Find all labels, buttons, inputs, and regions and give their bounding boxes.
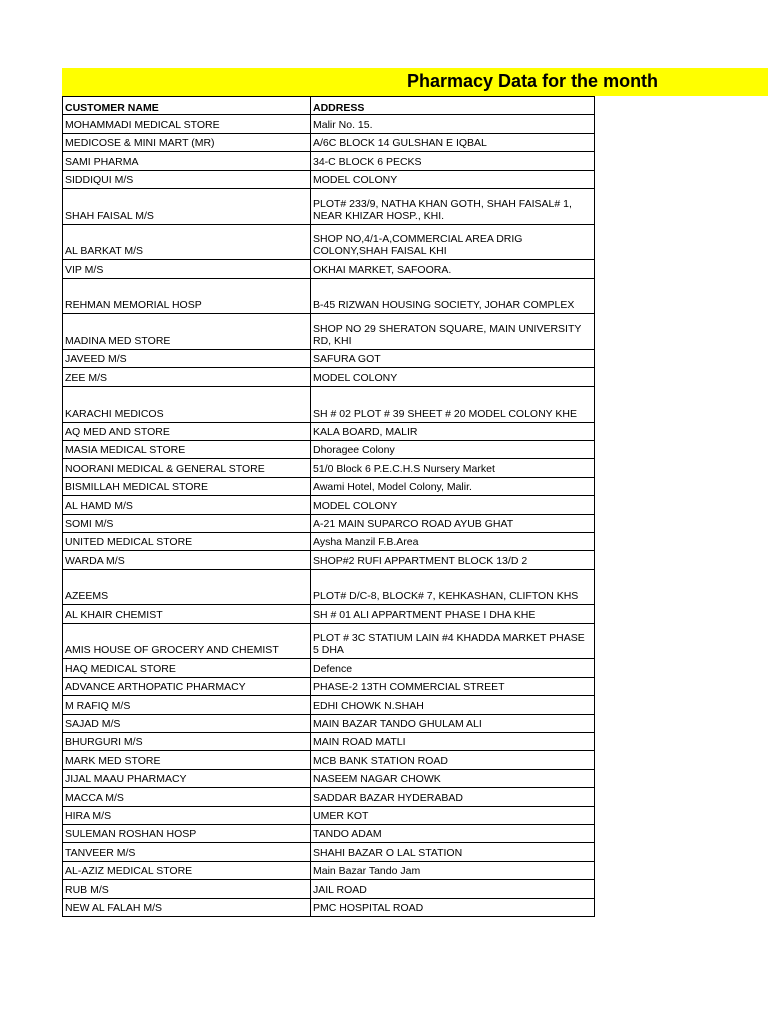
table-row [63,696,595,714]
column-header-customer-name[interactable]: CUSTOMER NAME [63,97,311,115]
customer-name-cell[interactable] [63,714,311,732]
table-row [63,806,595,824]
customer-name-cell[interactable] [63,224,311,260]
customer-name: MARK MED STORE [65,754,161,767]
customer-name: AL HAMD M/S [65,499,133,512]
customer-name-cell[interactable] [63,696,311,714]
customer-name: AL KHAIR CHEMIST [65,608,163,621]
address: Main Bazar Tando Jam [313,865,421,878]
address-cell[interactable] [311,880,595,898]
table-row [63,422,595,440]
table-row [63,569,595,605]
customer-name-cell[interactable] [63,152,311,170]
address: Dhoragee Colony [313,444,395,457]
address: A-21 MAIN SUPARCO ROAD AYUB GHAT [313,517,514,530]
column-header-address[interactable]: ADDRESS [311,97,595,115]
customer-name: RUB M/S [65,883,109,896]
address-cell[interactable] [311,260,595,278]
title-bar [62,68,768,96]
customer-name: SULEMAN ROSHAN HOSP [65,828,197,841]
table-row [63,769,595,787]
customer-name-cell[interactable] [63,170,311,188]
customer-name-cell[interactable] [63,368,311,386]
customer-name: MEDICOSE & MINI MART (MR) [65,137,215,150]
address: 34-C BLOCK 6 PECKS [313,155,422,168]
customer-name-cell[interactable] [63,115,311,133]
address-cell[interactable] [311,898,595,916]
customer-name-cell[interactable] [63,496,311,514]
address-cell[interactable] [311,188,595,224]
customer-name-cell[interactable] [63,133,311,151]
table-row [63,224,595,260]
address-cell[interactable] [311,806,595,824]
customer-name-cell[interactable] [63,733,311,751]
address-cell[interactable] [311,696,595,714]
address-cell[interactable] [311,605,595,623]
address-cell[interactable] [311,788,595,806]
address: MODEL COLONY [313,173,398,186]
address: SHAHI BAZAR O LAL STATION [313,846,463,859]
address: SHOP NO 29 SHERATON SQUARE, MAIN UNIVERSITY RD, KHI [313,323,582,348]
customer-name-cell[interactable] [63,806,311,824]
address-cell[interactable] [311,677,595,695]
address-cell[interactable] [311,386,595,422]
address-cell[interactable] [311,459,595,477]
table-row [63,440,595,458]
customer-name-cell[interactable] [63,824,311,842]
address: JAIL ROAD [313,883,367,896]
customer-name: AMIS HOUSE OF GROCERY AND CHEMIST [65,644,279,657]
address: SHOP NO,4/1-A,COMMERCIAL AREA DRIG COLONY,SHAH FAISAL KHI [313,233,523,258]
customer-name-cell[interactable] [63,314,311,350]
customer-name-cell[interactable] [63,898,311,916]
table-row [63,459,595,477]
address-cell[interactable] [311,843,595,861]
customer-name: VIP M/S [65,263,104,276]
customer-name: SHAH FAISAL M/S [65,209,154,222]
customer-name: MASIA MEDICAL STORE [65,444,186,457]
table-header-row [63,97,595,115]
customer-name: BISMILLAH MEDICAL STORE [65,481,208,494]
customer-name: HIRA M/S [65,809,112,822]
customer-name: SOMI M/S [65,517,114,530]
address-cell[interactable] [311,368,595,386]
address: PMC HOSPITAL ROAD [313,901,424,914]
customer-name: MADINA MED STORE [65,335,171,348]
address: MCB BANK STATION ROAD [313,754,448,767]
pharmacy-table [62,96,595,917]
address: SHOP#2 RUFI APPARTMENT BLOCK 13/D 2 [313,554,528,567]
customer-name: REHMAN MEMORIAL HOSP [65,299,202,312]
page-title: Pharmacy Data for the month [407,71,659,91]
address-cell[interactable] [311,733,595,751]
customer-name-cell[interactable] [63,751,311,769]
address: TANDO ADAM [313,828,382,841]
table-row [63,714,595,732]
table-row [63,514,595,532]
customer-name: ADVANCE ARTHOPATIC PHARMACY [65,681,246,694]
table-row [63,677,595,695]
table-row [63,170,595,188]
address: MODEL COLONY [313,499,398,512]
customer-name-cell[interactable] [63,605,311,623]
table-row [63,188,595,224]
customer-name-cell[interactable] [63,350,311,368]
table-row [63,115,595,133]
address-cell[interactable] [311,115,595,133]
customer-name-cell[interactable] [63,623,311,659]
address-cell[interactable] [311,569,595,605]
address: OKHAI MARKET, SAFOORA. [313,263,452,276]
address-cell[interactable] [311,714,595,732]
address: SAFURA GOT [313,353,381,366]
address-cell[interactable] [311,751,595,769]
table-row [63,532,595,550]
customer-name: UNITED MEDICAL STORE [65,536,193,549]
customer-name: AQ MED AND STORE [65,425,170,438]
address: Awami Hotel, Model Colony, Malir. [313,481,472,494]
address: PLOT# 233/9, NATHA KHAN GOTH, SHAH FAISAL# 1, NEAR KHIZAR HOSP., KHI. [313,197,572,222]
address-cell[interactable] [311,551,595,569]
address-cell[interactable] [311,514,595,532]
address-cell[interactable] [311,224,595,260]
customer-name: HAQ MEDICAL STORE [65,662,176,675]
address: Malir No. 15. [313,118,373,131]
customer-name: SIDDIQUI M/S [65,173,134,186]
customer-name: SAJAD M/S [65,718,121,731]
customer-name-cell[interactable] [63,188,311,224]
customer-name: MACCA M/S [65,791,124,804]
table-row [63,751,595,769]
customer-name: JAVEED M/S [65,353,127,366]
address-cell[interactable] [311,769,595,787]
address: A/6C BLOCK 14 GULSHAN E IQBAL [313,137,487,150]
address-cell[interactable] [311,278,595,314]
address: SH # 01 ALI APPARTMENT PHASE I DHA KHE [313,608,536,621]
customer-name-cell[interactable] [63,278,311,314]
customer-name: BHURGURI M/S [65,736,143,749]
customer-name-cell[interactable] [63,861,311,879]
address: Defence [313,662,353,675]
customer-name: ZEE M/S [65,371,108,384]
customer-name-cell[interactable] [63,551,311,569]
table-row [63,350,595,368]
table-row [63,496,595,514]
address-cell[interactable] [311,861,595,879]
customer-name-cell[interactable] [63,440,311,458]
customer-name: JIJAL MAAU PHARMACY [65,773,187,786]
customer-name-cell[interactable] [63,386,311,422]
address: MAIN ROAD MATLI [313,736,406,749]
customer-name-cell[interactable] [63,569,311,605]
address-cell[interactable] [311,133,595,151]
address: UMER KOT [313,809,369,822]
customer-name: SAMI PHARMA [65,155,139,168]
customer-name: AL-AZIZ MEDICAL STORE [65,865,193,878]
customer-name-cell[interactable] [63,514,311,532]
table-row [63,843,595,861]
customer-name-cell[interactable] [63,788,311,806]
address-cell[interactable] [311,477,595,495]
table-row [63,278,595,314]
address: SH # 02 PLOT # 39 SHEET # 20 MODEL COLONY KHE [313,407,577,420]
table-row [63,824,595,842]
table-row [63,605,595,623]
table-row [63,314,595,350]
address: MAIN BAZAR TANDO GHULAM ALI [313,718,482,731]
address-cell[interactable] [311,350,595,368]
address-cell[interactable] [311,659,595,677]
customer-name-cell[interactable] [63,769,311,787]
customer-name-cell[interactable] [63,477,311,495]
address-cell[interactable] [311,440,595,458]
customer-name-cell[interactable] [63,532,311,550]
customer-name-cell[interactable] [63,659,311,677]
address-cell[interactable] [311,422,595,440]
customer-name-cell[interactable] [63,880,311,898]
customer-name: TANVEER M/S [65,846,136,859]
customer-name: M RAFIQ M/S [65,699,131,712]
address-cell[interactable] [311,623,595,659]
customer-name: WARDA M/S [65,554,125,567]
table-row [63,477,595,495]
table-row [63,788,595,806]
customer-name-cell[interactable] [63,677,311,695]
address-cell[interactable] [311,170,595,188]
table-row [63,260,595,278]
table-row [63,368,595,386]
address: SADDAR BAZAR HYDERABAD [313,791,463,804]
address: 51/0 Block 6 P.E.C.H.S Nursery Market [313,462,495,475]
customer-name-cell[interactable] [63,260,311,278]
table-row [63,133,595,151]
customer-name: MOHAMMADI MEDICAL STORE [65,118,220,131]
table-row [63,551,595,569]
customer-name: NEW AL FALAH M/S [65,901,163,914]
table-body [63,115,595,917]
table-row [63,659,595,677]
address: PHASE-2 13TH COMMERCIAL STREET [313,681,505,694]
customer-name: NOORANI MEDICAL & GENERAL STORE [65,462,265,475]
customer-name-cell[interactable] [63,843,311,861]
table-row [63,898,595,916]
table-row [63,861,595,879]
table-row [63,386,595,422]
address-cell[interactable] [311,496,595,514]
address-cell[interactable] [311,314,595,350]
address: PLOT # 3C STATIUM LAIN #4 KHADDA MARKET PHASE 5 DHA [313,632,585,657]
address-cell[interactable] [311,152,595,170]
table-row [63,733,595,751]
address-cell[interactable] [311,532,595,550]
address: NASEEM NAGAR CHOWK [313,773,441,786]
address-cell[interactable] [311,824,595,842]
address: Aysha Manzil F.B.Area [313,536,419,549]
address: B-45 RIZWAN HOUSING SOCIETY, JOHAR COMPLEX [313,299,575,312]
address: PLOT# D/C-8, BLOCK# 7, KEHKASHAN, CLIFTON KHS [313,590,579,603]
customer-name-cell[interactable] [63,422,311,440]
customer-name: AL BARKAT M/S [65,245,143,258]
customer-name-cell[interactable] [63,459,311,477]
address: EDHI CHOWK N.SHAH [313,699,424,712]
customer-name: AZEEMS [65,590,109,603]
customer-name: KARACHI MEDICOS [65,407,164,420]
address: KALA BOARD, MALIR [313,425,418,438]
address: MODEL COLONY [313,371,398,384]
table-row [63,623,595,659]
table-row [63,880,595,898]
table-row [63,152,595,170]
